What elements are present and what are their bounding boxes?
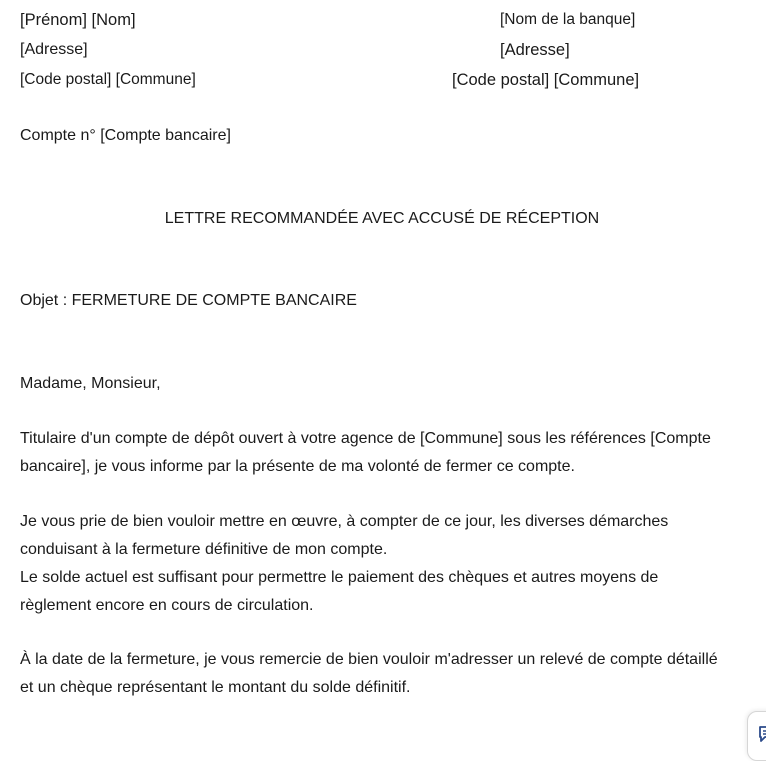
account-reference: Compte n° [Compte bancaire] bbox=[20, 127, 231, 144]
paragraph-account-closure bbox=[20, 425, 730, 481]
paragraph-line: À la date de la fermeture, je vous remercie de bien vouloir m'adresser un relevé de compte détaillé bbox=[20, 651, 718, 668]
recipient-address: [Adresse] bbox=[500, 41, 570, 59]
paragraph-line: conduisant à la fermeture définitive de mon compte. bbox=[20, 541, 388, 558]
letter-subject: Objet : FERMETURE DE COMPTE BANCAIRE bbox=[20, 292, 357, 309]
sender-address: [Adresse] bbox=[20, 41, 88, 58]
paragraph-line: Le solde actuel est suffisant pour permettre le paiement des chèques et autres moyens de bbox=[20, 569, 659, 586]
paragraph-line: Je vous prie de bien vouloir mettre en œuvre, à compter de ce jour, les diverses démarches bbox=[20, 513, 669, 530]
paragraph-procedures bbox=[20, 508, 730, 620]
chat-bubble-icon bbox=[757, 724, 766, 744]
paragraph-line: Titulaire d'un compte de dépôt ouvert à votre agence de [Commune] sous les références [Compte bbox=[20, 430, 711, 447]
recipient-city: [Code postal] [Commune] bbox=[452, 71, 640, 89]
recipient-bank-name: [Nom de la banque] bbox=[500, 11, 636, 28]
sender-city: [Code postal] [Commune] bbox=[20, 71, 196, 88]
sender-name: [Prénom] [Nom] bbox=[20, 11, 136, 29]
paragraph-line: bancaire], je vous informe par la présente de ma volonté de fermer ce compte. bbox=[20, 458, 575, 475]
salutation: Madame, Monsieur, bbox=[20, 375, 161, 392]
registered-mail-heading: LETTRE RECOMMANDÉE AVEC ACCUSÉ DE RÉCEPTION bbox=[164, 210, 600, 227]
paragraph-line: et un chèque représentant le montant du solde définitif. bbox=[20, 679, 411, 696]
paragraph-final-statement bbox=[20, 646, 730, 702]
paragraph-line: règlement encore en cours de circulation. bbox=[20, 597, 314, 614]
